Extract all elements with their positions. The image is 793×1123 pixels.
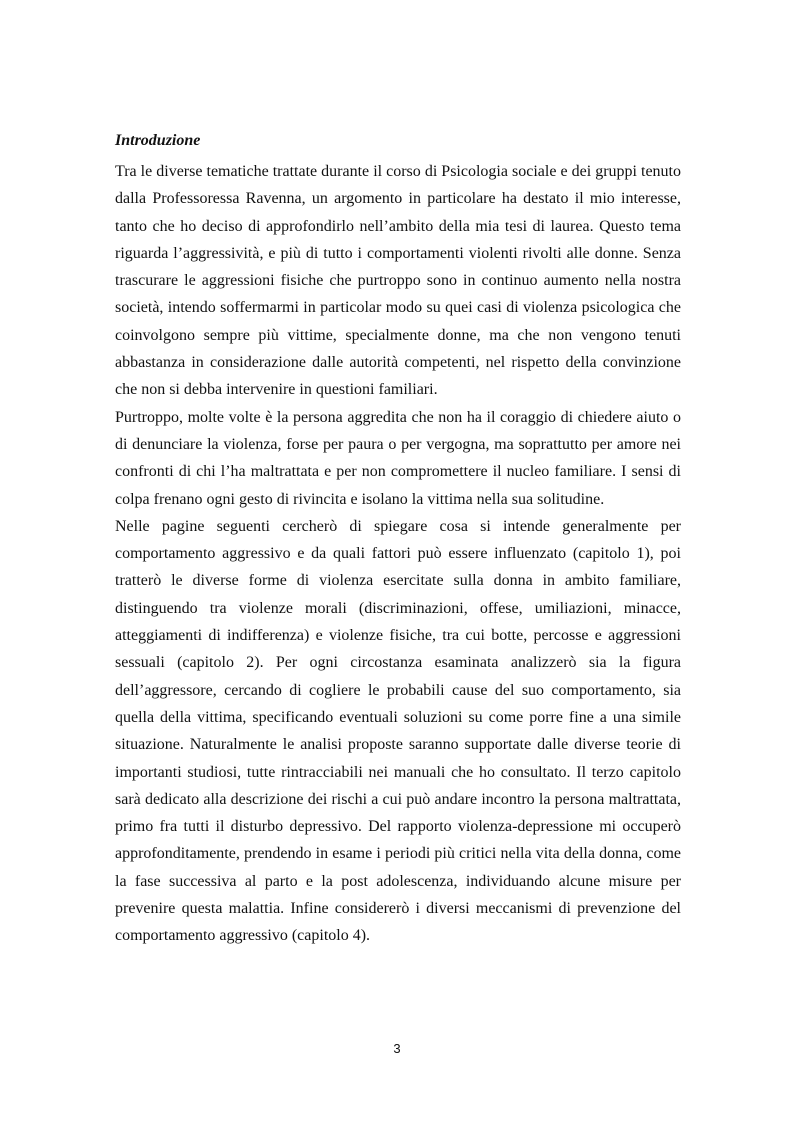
body-text [115, 158, 681, 950]
paragraph-1: Tra le diverse tematiche trattate durante il corso di Psicologia sociale e dei gruppi tenuto dalla Professoressa Ravenna, un argomento in particolare ha destato il mio interesse, tanto che ho deciso di approfondirlo nell’ambito della mia tesi di laurea. Questo tema riguarda l’aggressività, e più di tutto i comportamenti violenti rivolti alle donne. Senza trascurare le aggressioni fisiche che purtroppo sono in continuo aumento nella nostra società, intendo soffermarmi in particolar modo su quei casi di violenza psicologica che coinvolgono sempre più vittime, specialmente donne, ma che non vengono tenuti abbastanza in considerazione dalle autorità competenti, nel rispetto della convinzione che non si debba intervenire in questioni familiari. [115, 163, 681, 399]
section-heading: Introduzione [115, 132, 201, 149]
paragraph-3: Nelle pagine seguenti cercherò di spiegare cosa si intende generalmente per comportamento aggressivo e da quali fattori può essere influenzato (capitolo 1), poi tratterò le diverse forme di violenza esercitate sulla donna in ambito familiare, distinguendo tra violenze morali (discriminazioni, offese, umiliazioni, minacce, atteggiamenti di indifferenza) e violenze fisiche, tra cui botte, percosse e aggressioni sessuali (capitolo 2). Per ogni circostanza esaminata analizzerò sia la figura dell’aggressore, cercando di cogliere le probabili cause del suo comportamento, sia quella della vittima, specificando eventuali soluzioni su come porre fine a una simile situazione. Naturalmente le analisi proposte saranno supportate dalle diverse teorie di importanti studiosi, tutte rintracciabili nei manuali che ho consultato. Il terzo capitolo sarà dedicato alla descrizione dei rischi a cui può andare incontro la persona maltrattata, primo fra tutti il disturbo depressivo. Del rapporto violenza-depressione mi occuperò approfonditamente, prendendo in esame i periodi più critici nella vita della donna, come la fase successiva al parto e la post adolescenza, individuando alcune misure per prevenire questa malattia. Infine considererò i diversi meccanismi di prevenzione del comportamento aggressivo (capitolo 4). [115, 517, 681, 945]
paragraph-2: Purtroppo, molte volte è la persona aggredita che non ha il coraggio di chiedere aiuto o di denunciare la violenza, forse per paura o per vergogna, ma soprattutto per amore nei confronti di chi l’ha maltrattata e per non compromettere il nucleo familiare. I sensi di colpa frenano ogni gesto di rivincita e isolano la vittima nella sua solitudine. [115, 408, 681, 508]
page-number: 3 [393, 1041, 401, 1056]
